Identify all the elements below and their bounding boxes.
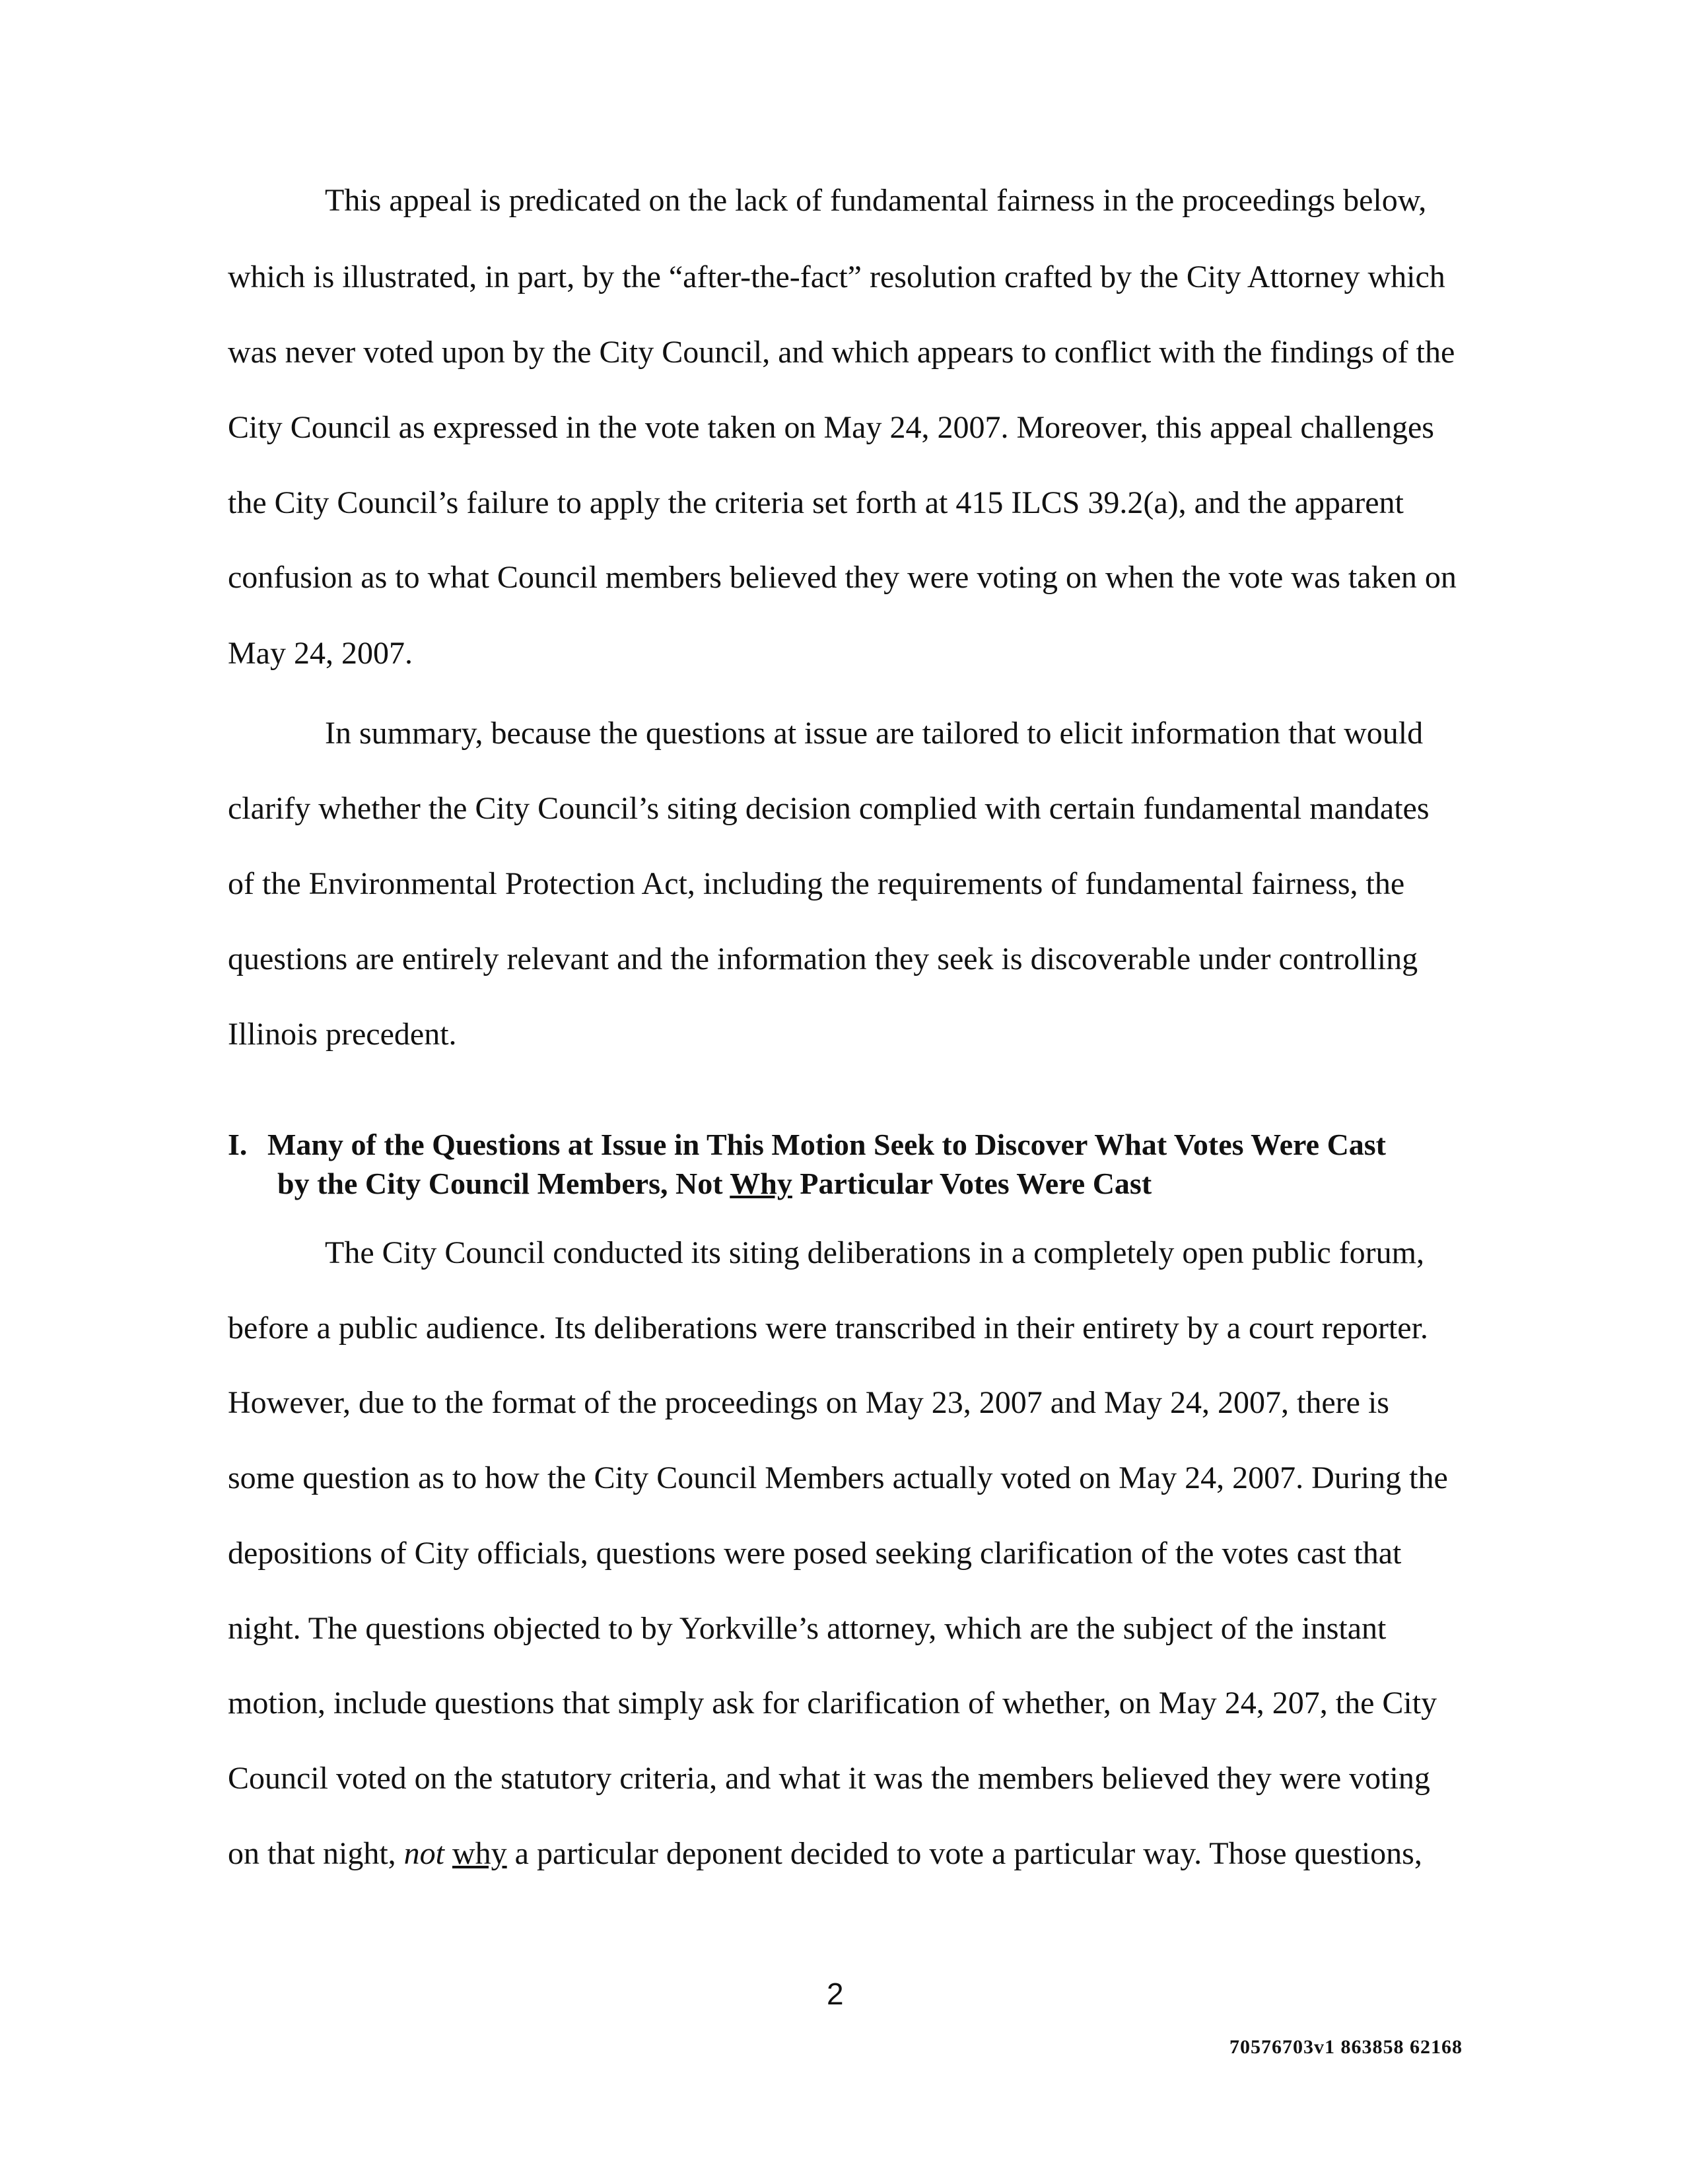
heading-line-1: Many of the Questions at Issue in This Motion Seek to Discover What Votes Were Cast — [267, 1128, 1387, 1161]
paragraph-line: before a public audience. Its deliberations were transcribed in their entirety by a court reporter. — [228, 1311, 1428, 1346]
underlined-emphasis: why — [452, 1836, 507, 1871]
paragraph-line: confusion as to what Council members believed they were voting on when the vote was taken on — [228, 560, 1457, 595]
paragraph-line: May 24, 2007. — [228, 636, 413, 671]
paragraph-line: This appeal is predicated on the lack of fundamental fairness in the proceedings below, — [325, 183, 1427, 218]
paragraph-line: which is illustrated, in part, by the “after-the-fact” resolution crafted by the City Attorney which — [228, 259, 1445, 294]
paragraph-line: night. The questions objected to by Yorkville’s attorney, which are the subject of the instant — [228, 1611, 1387, 1646]
heading-emphasis: Why — [730, 1167, 792, 1200]
heading-text: by the City Council Members, Not — [277, 1167, 730, 1200]
line-text: a particular deponent decided to vote a particular way. Those questions, — [506, 1836, 1422, 1871]
document-id: 70576703v1 863858 62168 — [1229, 2036, 1463, 2058]
paragraph-line: of the Environmental Protection Act, including the requirements of fundamental fairness, the — [228, 866, 1405, 901]
paragraph-line: questions are entirely relevant and the information they seek is discoverable under controlling — [228, 941, 1418, 976]
paragraph-line: However, due to the format of the proceedings on May 23, 2007 and May 24, 2007, there is — [228, 1385, 1389, 1420]
paragraph-line: clarify whether the City Council’s siting decision complied with certain fundamental mandates — [228, 791, 1430, 826]
paragraph-line: was never voted upon by the City Council, and which appears to conflict with the findings of the — [228, 335, 1455, 370]
paragraph-line: depositions of City officials, questions were posed seeking clarification of the votes cast that — [228, 1536, 1402, 1571]
paragraph-line: The City Council conducted its siting deliberations in a completely open public forum, — [325, 1235, 1424, 1270]
heading-line-2 — [277, 1165, 1152, 1203]
heading-text: Particular Votes Were Cast — [792, 1167, 1152, 1200]
paragraph-line — [228, 1835, 1422, 1873]
paragraph-line: the City Council’s failure to apply the criteria set forth at 415 ILCS 39.2(a), and the apparent — [228, 485, 1404, 520]
paragraph-line: some question as to how the City Council Members actually voted on May 24, 2007. During the — [228, 1460, 1448, 1495]
paragraph-line: In summary, because the questions at issue are tailored to elicit information that would — [325, 716, 1424, 751]
line-text — [444, 1836, 452, 1871]
paragraph-line: City Council as expressed in the vote taken on May 24, 2007. Moreover, this appeal challenges — [228, 410, 1434, 445]
page-number: 2 — [827, 1977, 844, 2011]
italic-emphasis: not — [403, 1836, 444, 1871]
heading-number: I. — [228, 1128, 248, 1161]
paragraph-line: motion, include questions that simply ask for clarification of whether, on May 24, 207, the City — [228, 1686, 1437, 1721]
paragraph-line: Illinois precedent. — [228, 1017, 457, 1052]
line-text: on that night, — [228, 1836, 404, 1871]
paragraph-line: Council voted on the statutory criteria, and what it was the members believed they were voting — [228, 1761, 1430, 1796]
